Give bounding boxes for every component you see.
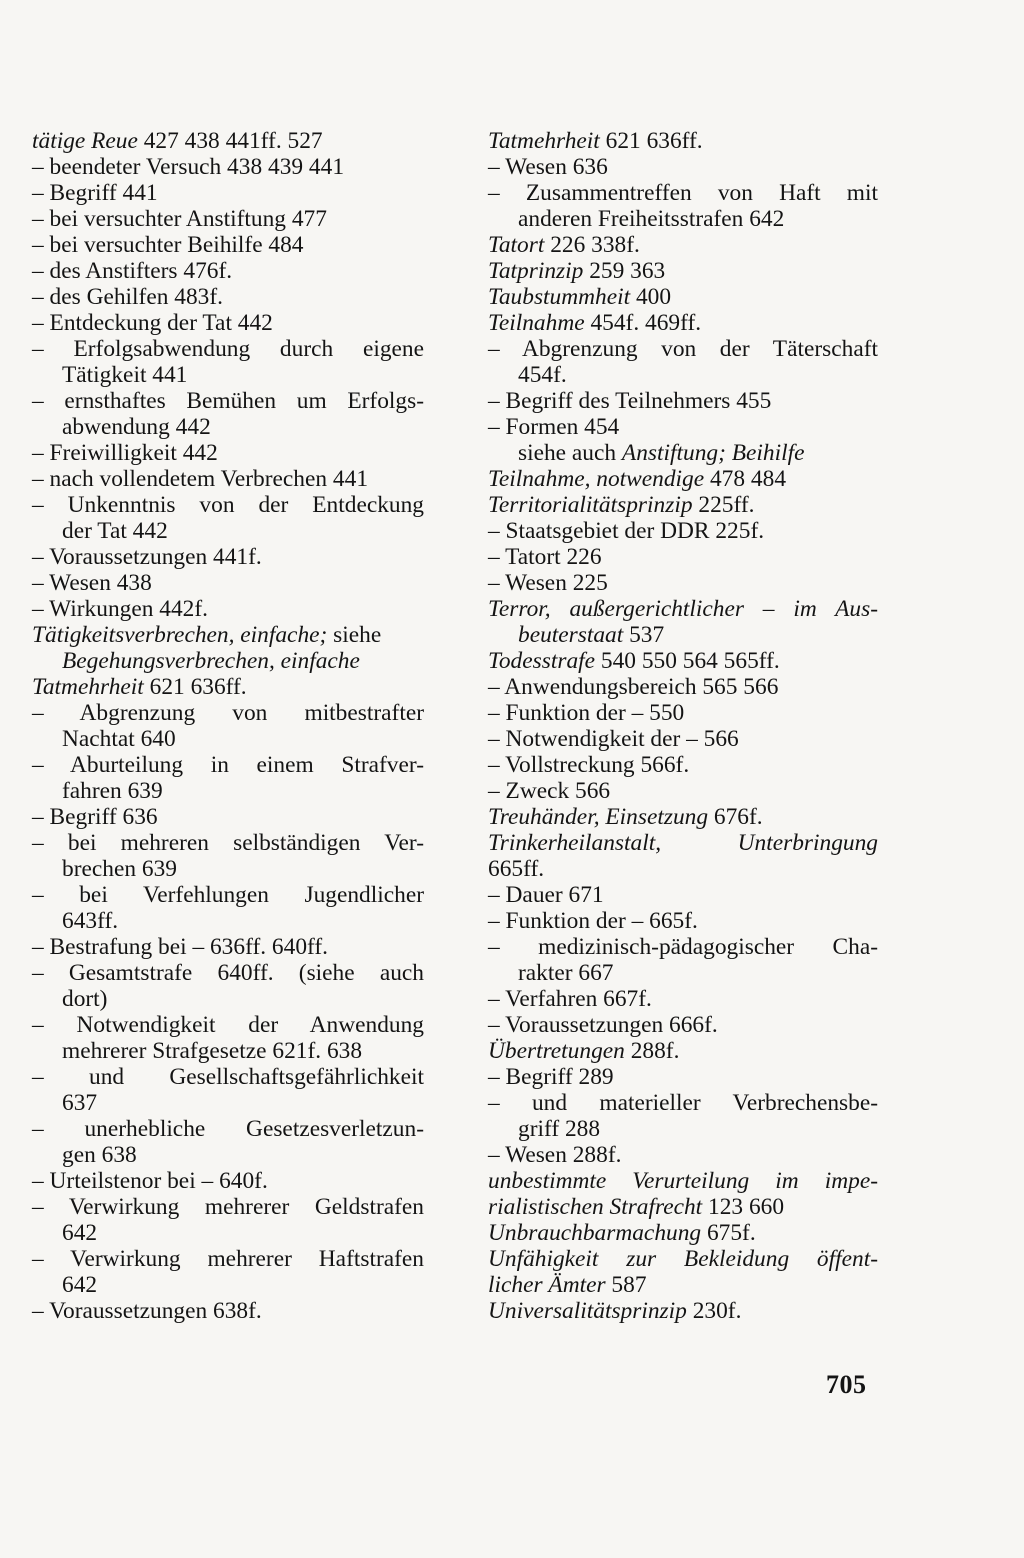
index-entry-line [488,180,878,206]
index-text: – nach vollendetem Verbrechen 441 [32,466,369,492]
index-entry-line [488,1168,878,1194]
index-text: – und Gesellschaftsgefährlichkeit [32,1064,424,1090]
index-entry-line [488,310,878,336]
index-term: rialistischen Strafrecht [488,1194,703,1220]
index-text: – bei mehreren selbständigen Ver- [32,830,424,856]
index-entry-line [32,700,424,726]
index-term: Tatort [488,232,545,258]
index-entry-line [488,232,878,258]
index-text: – medizinisch-pädagogischer Cha- [488,934,878,960]
index-entry-line [32,1012,424,1038]
index-entry-line [32,648,424,674]
index-text: abwendung 442 [62,414,211,440]
index-entry-line [32,232,424,258]
index-entry-line [488,1012,878,1038]
index-entry-line [488,518,878,544]
index-entry-line [488,206,878,232]
index-text: – Wesen 225 [488,570,608,596]
index-entry-line [32,1298,424,1324]
index-entry-line [32,544,424,570]
index-text: 587 [605,1272,647,1298]
index-text: 400 [630,284,672,310]
index-entry-line [488,1272,878,1298]
index-entry-line [32,258,424,284]
index-entry-line [32,570,424,596]
index-entry-line [32,908,424,934]
index-text: – Funktion der – 665f. [488,908,698,934]
index-entry-line [488,1090,878,1116]
index-term: Übertretungen [488,1038,625,1064]
index-text: siehe auch [518,440,622,466]
index-text: – Voraussetzungen 441f. [32,544,262,570]
index-entry-line [32,856,424,882]
index-entry-line [488,1116,878,1142]
index-entry-line [32,1246,424,1272]
index-term: Anstiftung; Beihilfe [621,440,805,466]
index-text: – Unkenntnis von der Entdeckung [32,492,424,518]
index-text: – Vollstreckung 566f. [488,752,690,778]
index-text: – Tatort 226 [488,544,602,570]
index-entry-line [488,934,878,960]
index-entry-line [32,466,424,492]
index-entry-line [32,1168,424,1194]
index-text: 621 636ff. [599,128,703,154]
index-text: 427 438 441ff. 527 [137,128,323,154]
index-entry-line [32,674,424,700]
index-entry-line [32,778,424,804]
index-text: – Wesen 438 [32,570,152,596]
index-term: Taubstummheit [488,284,631,310]
index-text: – Begriff 441 [32,180,158,206]
index-entry-line [32,596,424,622]
index-entry-line [32,1090,424,1116]
index-term: Tatprinzip [488,258,584,284]
index-entry-line [488,856,878,882]
index-text: – Zusammentreffen von Haft mit [488,180,878,206]
index-entry-line [488,674,878,700]
index-entry-line [32,1038,424,1064]
index-term: tätige Reue [32,128,138,154]
index-term: Territorialitätsprinzip [488,492,693,518]
index-text: gen 638 [62,1142,137,1168]
index-text: 665ff. [488,856,545,882]
index-text: Tätigkeit 441 [62,362,188,388]
index-text: – bei versuchter Anstiftung 477 [32,206,327,232]
index-text: – Bestrafung bei – 636ff. 640ff. [32,934,329,960]
index-term: Begehungsverbrechen, einfache [62,648,360,674]
index-text: 675f. [701,1220,756,1246]
index-text: – Funktion der – 550 [488,700,685,726]
index-entry-line [32,362,424,388]
index-entry-line [32,726,424,752]
index-entry-line [488,414,878,440]
index-text: – Wirkungen 442f. [32,596,208,622]
index-text: – Verwirkung mehrerer Haftstrafen [32,1246,424,1272]
index-text: – Staatsgebiet der DDR 225f. [488,518,765,544]
index-text: – ernsthaftes Bemühen um Erfolgs- [32,388,424,414]
index-text: rakter 667 [518,960,614,986]
index-column-left [32,128,424,1324]
index-text: – beendeter Versuch 438 439 441 [32,154,345,180]
index-text: dort) [62,986,108,1012]
index-term: Trinkerheilanstalt, Unterbringung [488,830,878,856]
index-entry-line [488,726,878,752]
index-text: – Voraussetzungen 666f. [488,1012,718,1038]
index-entry-line [488,752,878,778]
index-text: – des Anstifters 476f. [32,258,233,284]
index-text: – Notwendigkeit der – 566 [488,726,739,752]
index-text: – des Gehilfen 483f. [32,284,223,310]
index-text: – Zweck 566 [488,778,611,804]
index-text: – Abgrenzung von mitbestrafter [32,700,424,726]
index-entry-line [488,622,878,648]
index-entry-line [32,960,424,986]
index-entry-line [32,882,424,908]
index-text: – Wesen 288f. [488,1142,622,1168]
index-text: – Verfahren 667f. [488,986,652,1012]
index-text: fahren 639 [62,778,163,804]
index-text: 288f. [624,1038,680,1064]
index-text: – Dauer 671 [488,882,604,908]
index-text: – Wesen 636 [488,154,608,180]
index-column-right [488,128,878,1324]
index-entry-line [32,440,424,466]
index-entry-line [488,908,878,934]
index-text: – unerhebliche Gesetzesverletzun- [32,1116,424,1142]
index-text: 454f. [518,362,567,388]
index-term: unbestimmte Verurteilung im impe- [488,1168,878,1194]
index-text: – bei versuchter Beihilfe 484 [32,232,304,258]
index-text: 643ff. [62,908,119,934]
index-entry-line [32,934,424,960]
index-entry-line [488,986,878,1012]
index-text: anderen Freiheitsstrafen 642 [518,206,785,232]
index-entry-line [32,752,424,778]
index-entry-line [32,830,424,856]
index-term: licher Ämter [488,1272,606,1298]
index-entry-line [488,362,878,388]
index-text: 123 660 [702,1194,785,1220]
index-text: der Tat 442 [62,518,168,544]
index-entry-line [32,206,424,232]
index-entry-line [32,388,424,414]
index-term: Tätigkeitsverbrechen, einfache; [32,622,328,648]
index-entry-line [488,1064,878,1090]
index-term: Treuhänder, Einsetzung [488,804,709,830]
index-text: – Verwirkung mehrerer Geldstrafen [32,1194,424,1220]
index-text: – Freiwilligkeit 442 [32,440,218,466]
index-entry-line [32,180,424,206]
index-entry-line [32,1116,424,1142]
index-entry-line [32,310,424,336]
index-entry-line [488,648,878,674]
index-text: 454f. 469ff. [584,310,702,336]
index-entry-line [32,804,424,830]
index-text: – Erfolgsabwendung durch eigene [32,336,424,362]
index-entry-line [32,336,424,362]
index-entry-line [32,1220,424,1246]
index-text: – bei Verfehlungen Jugendlicher [32,882,424,908]
index-entry-line [488,1142,878,1168]
index-entry-line [488,1298,878,1324]
index-entry-line [32,1064,424,1090]
index-text: – Aburteilung in einem Strafver- [32,752,424,778]
index-term: Tatmehrheit [488,128,600,154]
index-text: Nachtat 640 [62,726,176,752]
index-entry-line [32,986,424,1012]
index-entry-line [488,570,878,596]
index-term: Terror, außergerichtlicher – im Aus- [488,596,878,622]
index-text: 230f. [686,1298,742,1324]
index-text: – Entdeckung der Tat 442 [32,310,273,336]
index-entry-line [488,596,878,622]
index-term: beuterstaat [518,622,624,648]
index-entry-line [488,1194,878,1220]
index-entry-line [488,492,878,518]
index-text: – Begriff des Teilnehmers 455 [488,388,772,414]
index-entry-line [488,778,878,804]
index-text: 537 [623,622,665,648]
index-entry-line [488,440,878,466]
index-text: brechen 639 [62,856,177,882]
index-text: griff 288 [518,1116,601,1142]
index-text: 226 338f. [544,232,640,258]
index-text: – Notwendigkeit der Anwendung [32,1012,424,1038]
index-entry-line [488,128,878,154]
index-text: 676f. [708,804,763,830]
index-entry-line [488,700,878,726]
index-entry-line [488,1246,878,1272]
index-entry-line [32,492,424,518]
index-text: – Urteilstenor bei – 640f. [32,1168,268,1194]
index-text: – und materieller Verbrechensbe- [488,1090,878,1116]
index-entry-line [32,128,424,154]
index-text: – Voraussetzungen 638f. [32,1298,262,1324]
index-entry-line [488,336,878,362]
index-text: 259 363 [583,258,666,284]
index-entry-line [488,284,878,310]
index-entry-line [488,258,878,284]
index-entry-line [32,518,424,544]
index-term: Universalitätsprinzip [488,1298,687,1324]
index-text: 478 484 [704,466,787,492]
index-entry-line [488,1220,878,1246]
index-entry-line [32,622,424,648]
index-entry-line [488,960,878,986]
index-term: Todesstrafe [488,648,596,674]
index-text: – Formen 454 [488,414,620,440]
index-entry-line [488,544,878,570]
index-entry-line [488,466,878,492]
index-entry-line [488,882,878,908]
index-term: Unbrauchbarmachung [488,1220,702,1246]
index-entry-line [32,154,424,180]
index-entry-line [32,414,424,440]
page-number: 705 [826,1370,867,1399]
index-entry-line [32,1272,424,1298]
index-term: Unfähigkeit zur Bekleidung öffent- [488,1246,878,1272]
index-text: – Begriff 289 [488,1064,614,1090]
index-text: 642 [62,1272,98,1298]
index-text: – Abgrenzung von der Täterschaft [488,336,878,362]
index-text: – Anwendungsbereich 565 566 [488,674,779,700]
index-entry-line [488,830,878,856]
index-text: 540 550 564 565ff. [595,648,780,674]
index-text: – Begriff 636 [32,804,158,830]
index-entry-line [32,1194,424,1220]
index-text: siehe [327,622,382,648]
index-term: Teilnahme, notwendige [488,466,705,492]
index-text: 621 636ff. [143,674,247,700]
index-text: 637 [62,1090,98,1116]
index-entry-line [488,154,878,180]
index-term: Tatmehrheit [32,674,144,700]
index-entry-line [32,1142,424,1168]
index-text: 225ff. [692,492,755,518]
index-text: – Gesamtstrafe 640ff. (siehe auch [32,960,424,986]
index-entry-line [488,1038,878,1064]
index-term: Teilnahme [488,310,585,336]
index-entry-line [488,804,878,830]
index-text: mehrerer Strafgesetze 621f. 638 [62,1038,363,1064]
index-entry-line [32,284,424,310]
index-entry-line [488,388,878,414]
index-text: 642 [62,1220,98,1246]
